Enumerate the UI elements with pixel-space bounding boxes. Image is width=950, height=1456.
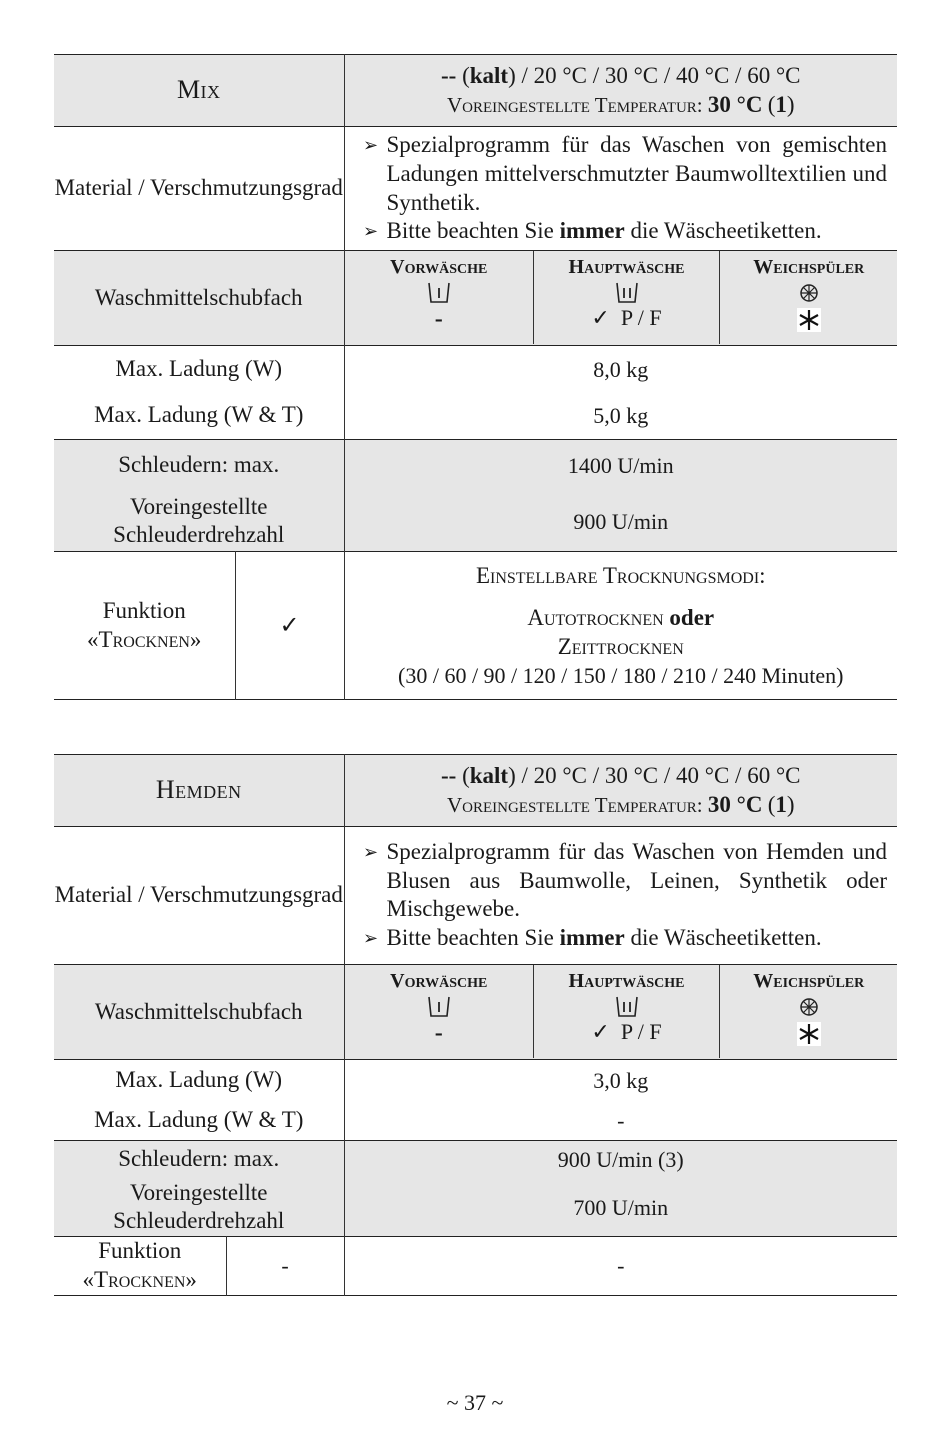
- prewash-compartment-icon: [345, 995, 534, 1019]
- load-wt-label: Max. Ladung (W & T): [54, 393, 344, 440]
- bullet-item: ➢ Spezialprogramm für das Waschen von Hemden und Blusen aus Baumwolle, Leinen, Synthetik oder Mischgewebe.: [355, 838, 888, 924]
- spin-preset-label: Voreingestellte Schleuderdrehzahl: [54, 1179, 344, 1237]
- bullet-item: ➢ Bitte beachten Sie immer die Wäscheetiketten.: [355, 924, 888, 953]
- temp-prefix: --: [441, 62, 457, 88]
- mainwash-compartment-icon: [534, 281, 719, 305]
- bullet-arrow-icon: ➢: [362, 841, 379, 862]
- temp-prefix: --: [441, 762, 457, 788]
- mainwash-compartment-icon: [534, 995, 719, 1019]
- program-name-cell: [54, 755, 344, 827]
- load-wt-label: Max. Ladung (W & T): [54, 1102, 344, 1141]
- spin-preset-value: 900 U/min: [573, 508, 669, 534]
- hemden-program-table: [54, 754, 897, 1296]
- program-name-cell: [54, 55, 344, 127]
- drawer-label: Waschmittelschubfach: [54, 251, 344, 346]
- mix-program-table: [54, 54, 897, 700]
- check-icon: ✓: [591, 305, 610, 331]
- mainwash-column: Hauptwäsche ✓ P / F: [534, 251, 720, 344]
- load-w-label: Max. Ladung (W): [54, 1060, 344, 1102]
- dry-modes: Einstellbare Trocknungsmodi: Autotrocknen oder Zeittrocknen (30 / 60 / 90 / 120 / 150 / 180 / 210 / 240 Minuten): [398, 562, 844, 688]
- temperature-cell: -- (kalt) / 20 °C / 30 °C / 40 °C / 60 °C Voreingestellte Temperatur: 30 °C (1): [441, 762, 801, 817]
- temp-cold: kalt: [469, 62, 509, 88]
- temp-footnote: 1: [775, 791, 787, 817]
- preset-temp-value: 30 °C: [707, 791, 763, 817]
- load-wt-value: 5,0 kg: [593, 403, 649, 429]
- prewash-column: Vorwäsche -: [345, 965, 534, 1058]
- material-description: [344, 827, 897, 965]
- spin-max-label: Schleudern: max.: [54, 440, 344, 492]
- bullet-item: ➢ Spezialprogramm für das Waschen von gemischten Ladungen mittelverschmutzter Baumwolltextilien und Synthetik.: [355, 131, 888, 217]
- dry-function-label: Funktion «Trocknen»: [54, 1237, 226, 1296]
- preset-temp-value: 30 °C: [707, 91, 763, 117]
- spin-max-label: Schleudern: max.: [54, 1141, 344, 1179]
- page-number: ~ 37 ~: [446, 1390, 504, 1415]
- load-w-label: Max. Ladung (W): [54, 346, 344, 393]
- spin-max-value: 900 U/min (3): [557, 1147, 684, 1172]
- dry-available-check: ✓: [235, 552, 344, 700]
- spin-preset-value: 700 U/min: [573, 1194, 669, 1220]
- softener-column: Weichspüler: [720, 965, 898, 1058]
- load-wt-value: -: [617, 1108, 625, 1133]
- dry-available-value: -: [226, 1237, 344, 1296]
- bullet-arrow-icon: ➢: [362, 221, 379, 242]
- detergent-drawer: [344, 965, 897, 1060]
- drawer-label: Waschmittelschubfach: [54, 965, 344, 1060]
- softener-flower-icon: [720, 281, 898, 305]
- temperature-cell: -- (kalt) / 20 °C / 30 °C / 40 °C / 60 °C Voreingestellte Temperatur: 30 °C (1): [441, 62, 801, 117]
- softener-column: Weichspüler: [720, 251, 898, 344]
- dry-function-label: Funktion «Trocknen»: [54, 552, 235, 700]
- bullet-item: ➢ Bitte beachten Sie immer die Wäscheetiketten.: [355, 217, 888, 246]
- material-description: [344, 127, 897, 251]
- preset-temp-label: Voreingestellte Temperatur:: [446, 92, 703, 117]
- temp-footnote: 1: [775, 91, 787, 117]
- bullet-arrow-icon: ➢: [362, 928, 379, 949]
- prewash-column: Vorwäsche -: [345, 251, 534, 344]
- mainwash-column: Hauptwäsche ✓ P / F: [534, 965, 720, 1058]
- temp-options: / 20 °C / 30 °C / 40 °C / 60 °C: [521, 62, 801, 88]
- program-name: Hemden: [155, 775, 242, 805]
- asterisk-icon: [720, 1021, 898, 1047]
- softener-flower-icon: [720, 995, 898, 1019]
- asterisk-icon: [720, 307, 898, 333]
- spin-preset-label: Voreingestellte Schleuderdrehzahl: [54, 492, 344, 552]
- material-label: Material / Verschmutzungsgrad: [54, 827, 344, 965]
- temp-cold: kalt: [469, 762, 509, 788]
- temp-options: / 20 °C / 30 °C / 40 °C / 60 °C: [521, 762, 801, 788]
- check-icon: ✓: [591, 1019, 610, 1044]
- spin-max-value: 1400 U/min: [567, 453, 674, 479]
- load-w-value: 3,0 kg: [593, 1068, 649, 1093]
- prewash-compartment-icon: [345, 281, 534, 305]
- load-w-value: 8,0 kg: [593, 356, 649, 382]
- program-name: Mix: [176, 75, 221, 105]
- bullet-arrow-icon: ➢: [362, 135, 379, 155]
- dry-modes: -: [617, 1253, 625, 1278]
- preset-temp-label: Voreingestellte Temperatur:: [446, 792, 703, 817]
- material-label: Material / Verschmutzungsgrad: [54, 127, 344, 251]
- detergent-drawer: [344, 251, 897, 346]
